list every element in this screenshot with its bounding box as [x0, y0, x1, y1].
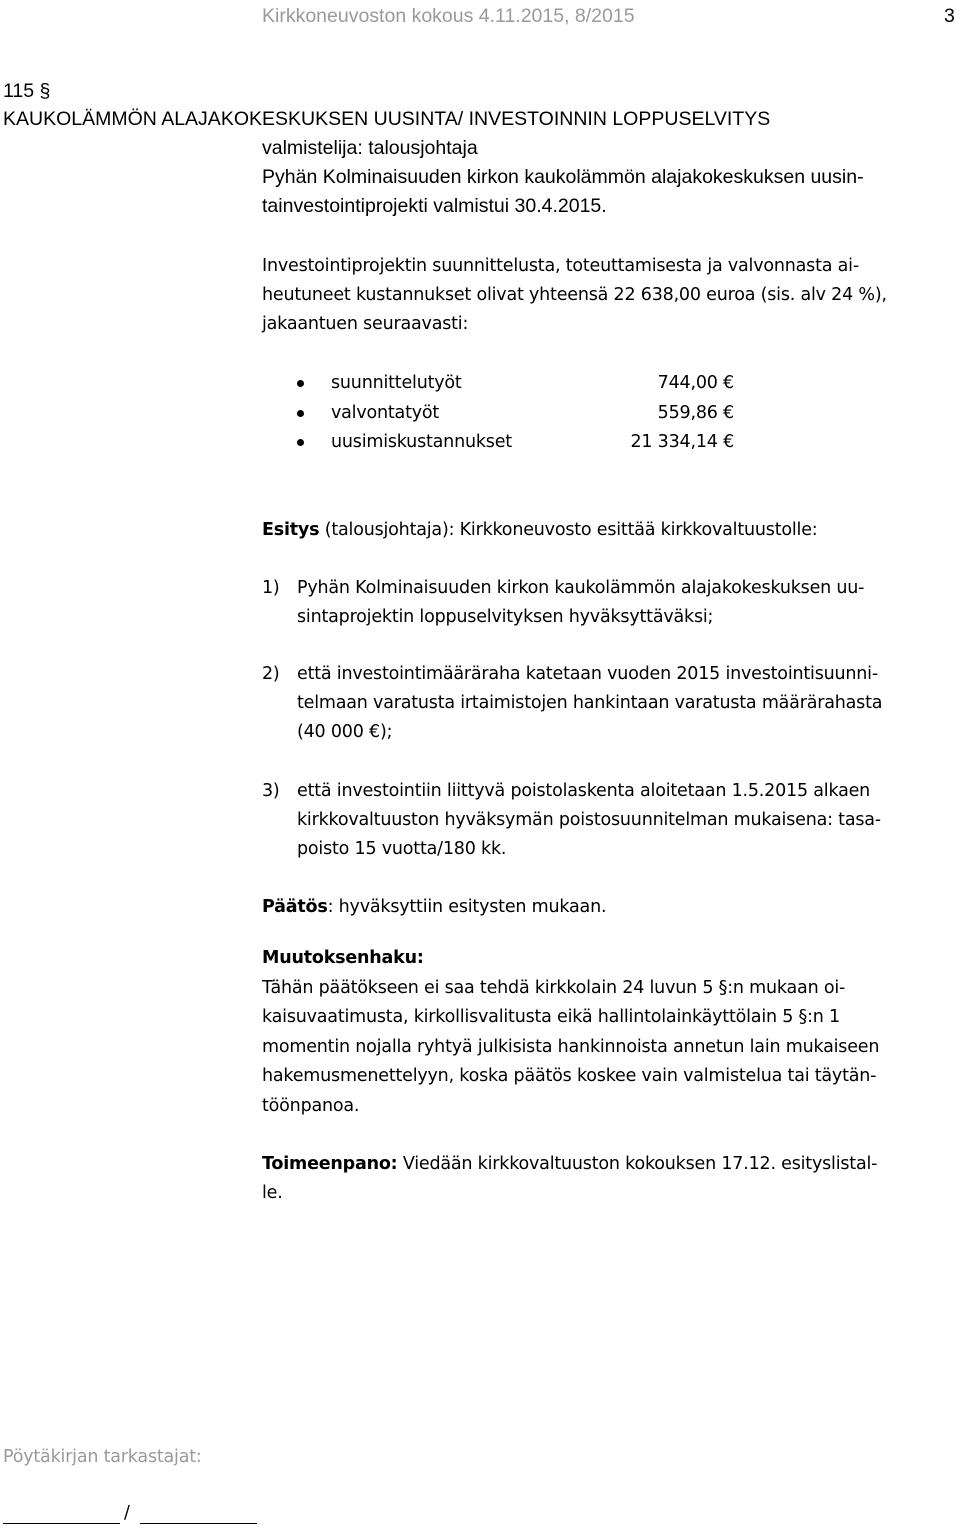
intro-line: tainvestointiprojekti valmistui 30.4.2015.: [262, 195, 607, 217]
proposal-item-number: 3): [262, 781, 280, 801]
cost-label: uusimiskustannukset: [331, 432, 512, 452]
appeal-heading: Muutoksenhaku:: [262, 948, 424, 968]
proposal-item-line: Pyhän Kolminaisuuden kirkon kaukolämmön alajakokeskuksen uu-: [297, 578, 865, 598]
decision-label: Päätös: [262, 897, 328, 917]
proposal-item-line: telmaan varatusta irtaimistojen hankintaan varatusta määrärahasta: [297, 693, 883, 713]
appeal-line: töönpanoa.: [262, 1096, 360, 1116]
reviewers-label: Pöytäkirjan tarkastajat:: [3, 1447, 202, 1467]
appeal-line: momentin nojalla ryhtyä julkisista hankinnoista annetun lain mukaiseen: [262, 1037, 880, 1057]
proposal-heading: [262, 516, 817, 545]
proposal-item-line: että investointimääräraha katetaan vuoden 2015 investointisuunni-: [297, 664, 878, 684]
costs-line: jakaantuen seuraavasti:: [262, 314, 469, 334]
bullet-icon: [297, 439, 304, 446]
bullet-icon: [297, 410, 304, 417]
proposal-item-number: 2): [262, 664, 280, 684]
bullet-icon: [297, 380, 304, 387]
intro-line: Pyhän Kolminaisuuden kirkon kaukolämmön alajakokeskuksen uusin-: [262, 166, 864, 188]
implementation-label: Toimeenpano:: [262, 1154, 398, 1174]
cost-amount: 744,00 €: [657, 373, 734, 393]
proposal-item-number: 1): [262, 578, 280, 598]
page-number: 3: [944, 5, 955, 27]
appeal-line: Tähän päätökseen ei saa tehdä kirkkolain 24 luvun 5 §:n mukaan oi-: [262, 978, 846, 998]
signature-separator: /: [124, 1503, 130, 1523]
signature-line-left: [3, 1523, 120, 1524]
proposal-text: (talousjohtaja): Kirkkoneuvosto esittää kirkkovaltuustolle:: [319, 520, 818, 540]
signature-line-right: [140, 1523, 257, 1524]
proposal-item-line: poisto 15 vuotta/180 kk.: [297, 839, 507, 859]
meeting-header: Kirkkoneuvoston kokous 4.11.2015, 8/2015: [262, 5, 635, 27]
implementation: [262, 1150, 877, 1179]
appeal-line: hakemusmenettelyyn, koska päätös koskee vain valmistelua tai täytän-: [262, 1066, 877, 1086]
proposal-item-line: (40 000 €);: [297, 722, 393, 742]
proposal-item-line: kirkkovaltuuston hyväksymän poistosuunnitelman mukaisena: tasa-: [297, 810, 881, 830]
decision-text: : hyväksyttiin esitysten mukaan.: [327, 897, 607, 917]
cost-amount: 559,86 €: [657, 403, 734, 423]
costs-line: heutuneet kustannukset olivat yhteensä 22 638,00 euroa (sis. alv 24 %),: [262, 285, 887, 305]
proposal-item-line: sintaprojektin loppuselvityksen hyväksyttäväksi;: [297, 607, 714, 627]
cost-label: valvontatyöt: [331, 403, 440, 423]
appeal-line: kaisuvaatimusta, kirkollisvalitusta eikä hallintolainkäyttölain 5 §:n 1: [262, 1007, 840, 1027]
proposal-label: Esitys: [262, 520, 320, 540]
section-number: 115 §: [3, 80, 51, 102]
decision: [262, 893, 606, 922]
section-title: KAUKOLÄMMÖN ALAJAKOKESKUKSEN UUSINTA/ INVESTOINNIN LOPPUSELVITYS: [3, 108, 771, 130]
implementation-line: le.: [262, 1183, 283, 1203]
preparer: valmistelija: talousjohtaja: [262, 137, 478, 159]
cost-label: suunnittelutyöt: [331, 373, 462, 393]
cost-amount: 21 334,14 €: [630, 432, 734, 452]
implementation-text: Viedään kirkkovaltuuston kokouksen 17.12. esityslistal-: [397, 1154, 878, 1174]
proposal-item-line: että investointiin liittyvä poistolaskenta aloitetaan 1.5.2015 alkaen: [297, 781, 871, 801]
costs-line: Investointiprojektin suunnittelusta, toteuttamisesta ja valvonnasta ai-: [262, 256, 859, 276]
